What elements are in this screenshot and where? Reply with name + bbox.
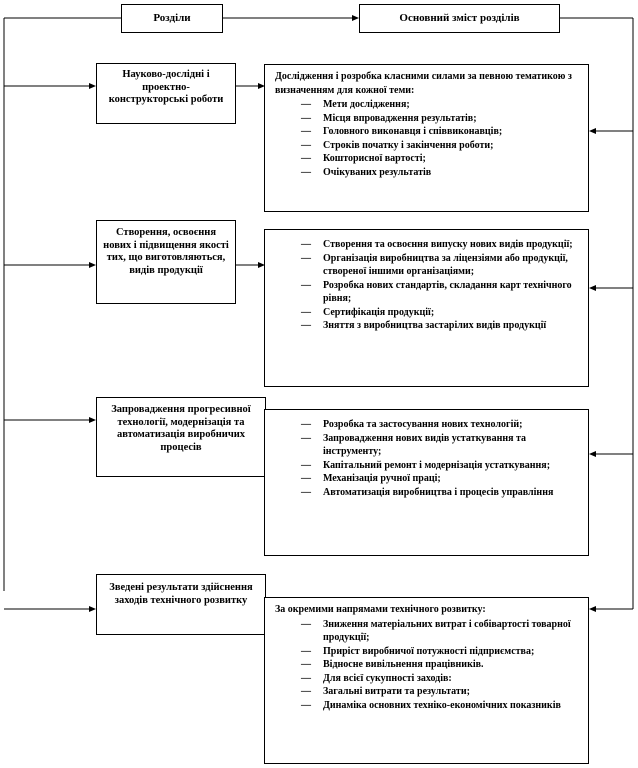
content-heading: Дослідження і розробка класними силами за певною тематикою з визначенням для кожної теми: — [275, 71, 572, 96]
list-item: — Динаміка основних техніко-економічних показників — [301, 699, 561, 711]
list-item: — Мети дослідження; — [301, 99, 410, 110]
content-box-technology — [264, 409, 589, 556]
content-list — [275, 238, 580, 333]
section-box-summary — [96, 574, 266, 635]
content-box-research — [264, 64, 589, 212]
content-header-label: Основний зміст розділів — [399, 12, 520, 24]
list-item: — Приріст виробничої потужності підприємства; — [301, 645, 535, 657]
sections-header-box — [121, 4, 223, 33]
list-item: — Строків початку і закінчення роботи; — [301, 139, 494, 151]
list-item: — Загальні витрати та результати; — [301, 686, 470, 697]
list-item: — Для всієї сукупності заходів: — [301, 672, 452, 684]
list-item: — Зняття з виробництва застарілих видів продукції — [301, 320, 547, 331]
list-item: — Очікуваних результатів — [301, 166, 432, 178]
content-box-products — [264, 229, 589, 387]
list-item: — Відносне вивільнення працівників. — [301, 659, 484, 670]
section-title: Запровадження прогресивної технології, модернізація та автоматизація виробничих процесів — [111, 404, 251, 453]
content-list — [275, 618, 580, 713]
list-item: — Місця впровадження результатів; — [301, 112, 477, 124]
list-item: — Створення та освоєння випуску нових видів продукції; — [301, 239, 573, 250]
list-item: — Організація виробництва за ліцензіями або продукції, створеної іншими організаціями; — [301, 252, 568, 277]
section-title: Створення, освоєння нових і підвищення якості тих, що виготовляються, видів продукції — [103, 227, 229, 276]
section-title: Науково-дослідні і проектно-конструкторські роботи — [108, 69, 224, 105]
sections-header-label: Розділи — [153, 12, 191, 24]
content-list — [275, 418, 580, 499]
list-item: — Зниження матеріальних витрат і собівартості товарної продукції; — [301, 618, 571, 643]
section-title: Зведені результати здійснення заходів технічного розвитку — [109, 582, 253, 606]
list-item: — Автоматизація виробництва і процесів управління — [301, 486, 554, 498]
list-item: — Капітальний ремонт і модернізація устаткування; — [301, 459, 551, 471]
list-item: — Розробка нових стандартів, складання карт технічного рівня; — [301, 279, 572, 304]
content-header-box — [359, 4, 560, 33]
section-box-research — [96, 63, 236, 124]
section-box-products — [96, 220, 236, 304]
list-item: — Розробка та застосування нових технологій; — [301, 419, 523, 430]
list-item: — Сертифікація продукції; — [301, 306, 435, 318]
list-item: — Кошторисної вартості; — [301, 153, 426, 164]
content-heading: За окремими напрямами технічного розвитку: — [275, 604, 486, 615]
content-list — [275, 98, 580, 179]
list-item: — Механізація ручної праці; — [301, 473, 441, 484]
list-item: — Запровадження нових видів устаткування та інструменту; — [301, 432, 527, 457]
section-box-technology — [96, 397, 266, 477]
content-box-summary — [264, 597, 589, 764]
list-item: — Головного виконавця і співвиконавців; — [301, 126, 503, 137]
